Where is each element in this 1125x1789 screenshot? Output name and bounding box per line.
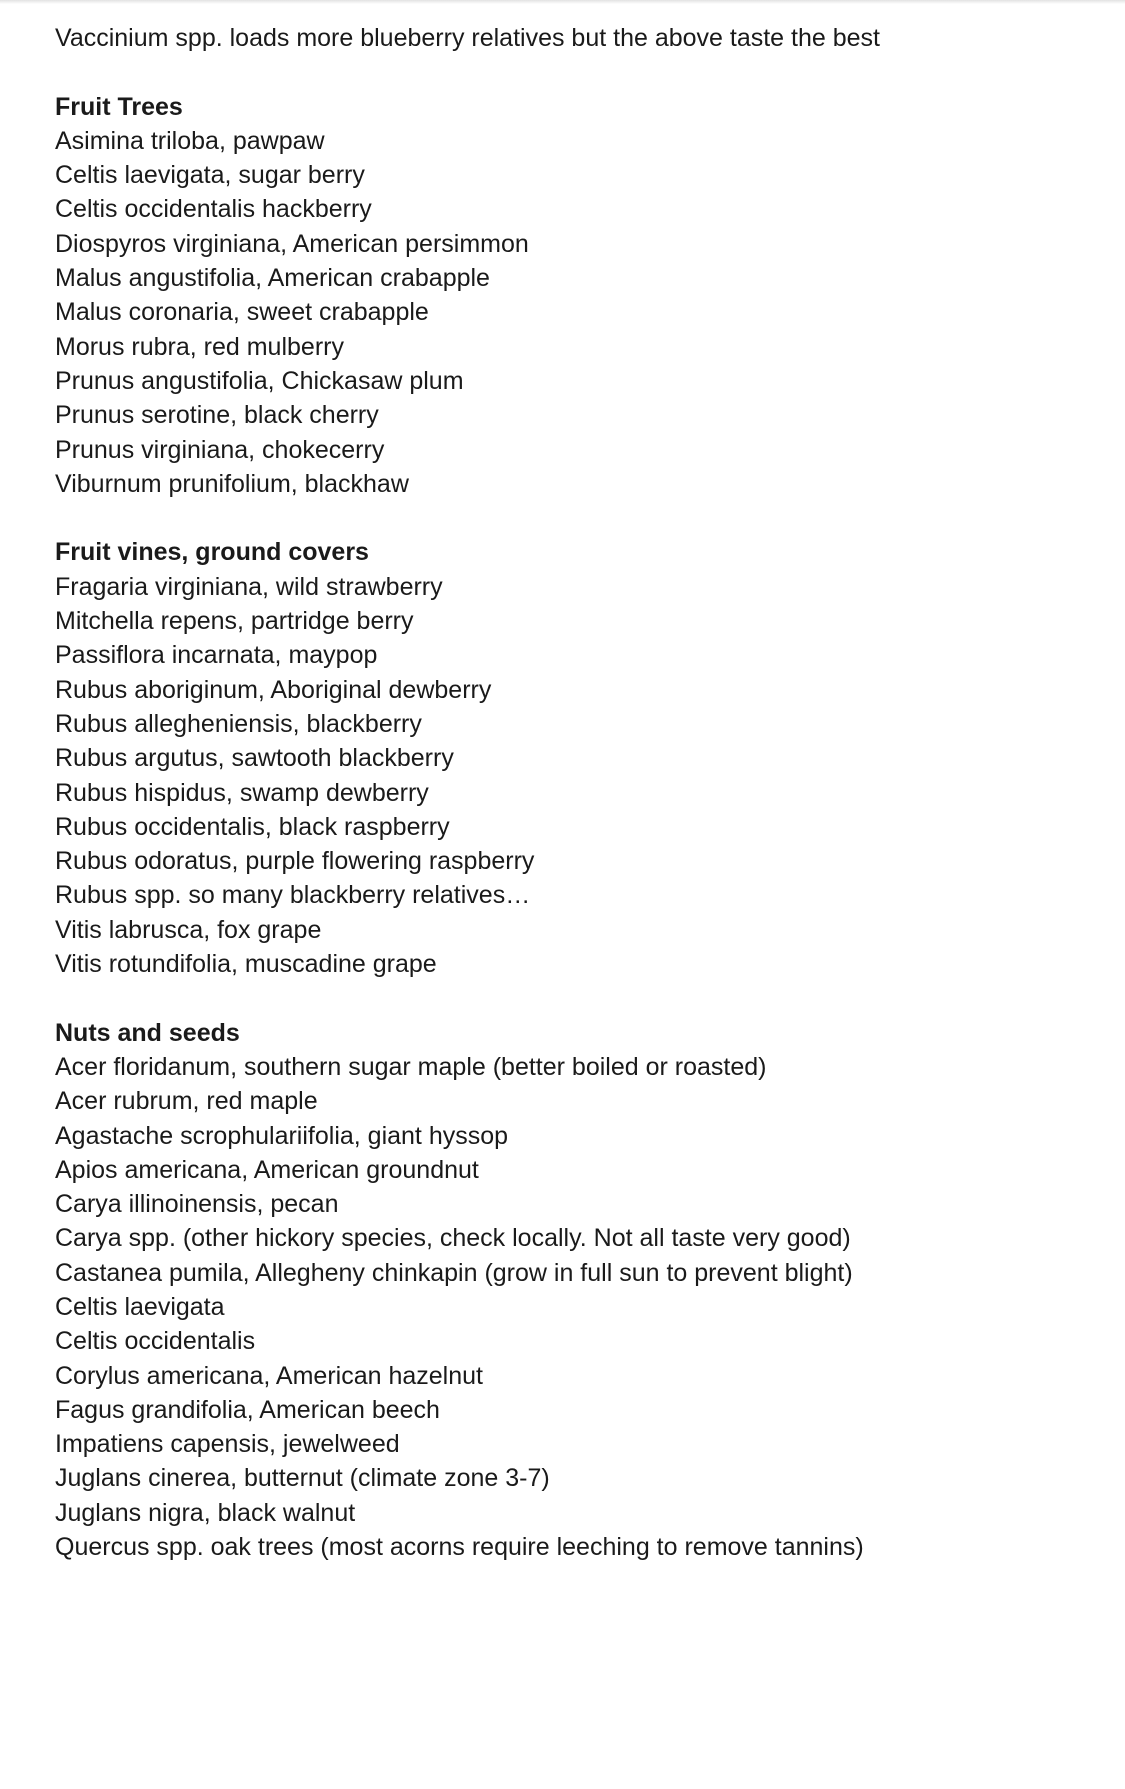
list-item: Rubus odoratus, purple flowering raspberry [55, 847, 535, 876]
list-item: Castanea pumila, Allegheny chinkapin (grow in full sun to prevent blight) [55, 1258, 853, 1287]
list-item: Rubus hispidus, swamp dewberry [55, 778, 429, 807]
intro-line: Vaccinium spp. loads more blueberry relatives but the above taste the best [55, 24, 880, 52]
section-heading: Nuts and seeds [55, 1018, 240, 1047]
document-body [55, 21, 1085, 1564]
list-item: Quercus spp. oak trees (most acorns require leeching to remove tannins) [55, 1533, 864, 1562]
list-item: Prunus serotine, black cherry [55, 401, 379, 430]
list-item: Rubus argutus, sawtooth blackberry [55, 744, 454, 773]
list-item: Rubus allegheniensis, blackberry [55, 709, 422, 738]
list-item: Rubus occidentalis, black raspberry [55, 812, 450, 841]
page-top-edge [0, 0, 1125, 4]
section-heading: Fruit Trees [55, 92, 183, 121]
list-item: Corylus americana, American hazelnut [55, 1361, 483, 1390]
list-item: Vitis labrusca, fox grape [55, 915, 322, 944]
list-item: Mitchella repens, partridge berry [55, 607, 414, 636]
list-item: Carya illinoinensis, pecan [55, 1190, 339, 1219]
list-item: Juglans cinerea, butternut (climate zone 3-7) [55, 1464, 550, 1493]
section-spacer [55, 55, 1085, 89]
section-1 [55, 55, 1085, 501]
list-item: Apios americana, American groundnut [55, 1155, 479, 1184]
list-item: Acer floridanum, southern sugar maple (better boiled or roasted) [55, 1052, 767, 1081]
list-item: Agastache scrophulariifolia, giant hyssop [55, 1121, 509, 1150]
list-item: Asimina triloba, pawpaw [55, 126, 325, 155]
list-item: Acer rubrum, red maple [55, 1087, 318, 1116]
list-item: Passiflora incarnata, maypop [55, 641, 378, 670]
list-item: Vitis rotundifolia, muscadine grape [55, 950, 437, 979]
list-item: Carya spp. (other hickory species, check locally. Not all taste very good) [55, 1224, 851, 1253]
list-item: Morus rubra, red mulberry [55, 332, 344, 361]
sections-container [55, 55, 1085, 1564]
list-item: Fagus grandifolia, American beech [55, 1395, 440, 1424]
list-item: Prunus angustifolia, Chickasaw plum [55, 366, 464, 395]
section-spacer [55, 981, 1085, 1015]
list-item: Viburnum prunifolium, blackhaw [55, 469, 409, 498]
list-item: Celtis occidentalis [55, 1327, 256, 1356]
list-item: Impatiens capensis, jewelweed [55, 1430, 400, 1459]
list-item: Malus coronaria, sweet crabapple [55, 298, 429, 327]
list-item: Malus angustifolia, American crabapple [55, 264, 490, 293]
list-item: Celtis laevigata, sugar berry [55, 161, 365, 190]
list-item: Rubus spp. so many blackberry relatives… [55, 881, 531, 910]
list-item: Fragaria virginiana, wild strawberry [55, 572, 443, 601]
list-item: Rubus aboriginum, Aboriginal dewberry [55, 675, 492, 704]
section-spacer [55, 501, 1085, 535]
list-item: Diospyros virginiana, American persimmon [55, 229, 529, 258]
list-item: Celtis laevigata [55, 1292, 225, 1321]
section-heading: Fruit vines, ground covers [55, 538, 369, 567]
section-3 [55, 981, 1085, 1564]
list-item: Juglans nigra, black walnut [55, 1498, 356, 1527]
list-item: Celtis occidentalis hackberry [55, 195, 372, 224]
list-item: Prunus virginiana, chokecerry [55, 435, 385, 464]
section-2 [55, 501, 1085, 981]
